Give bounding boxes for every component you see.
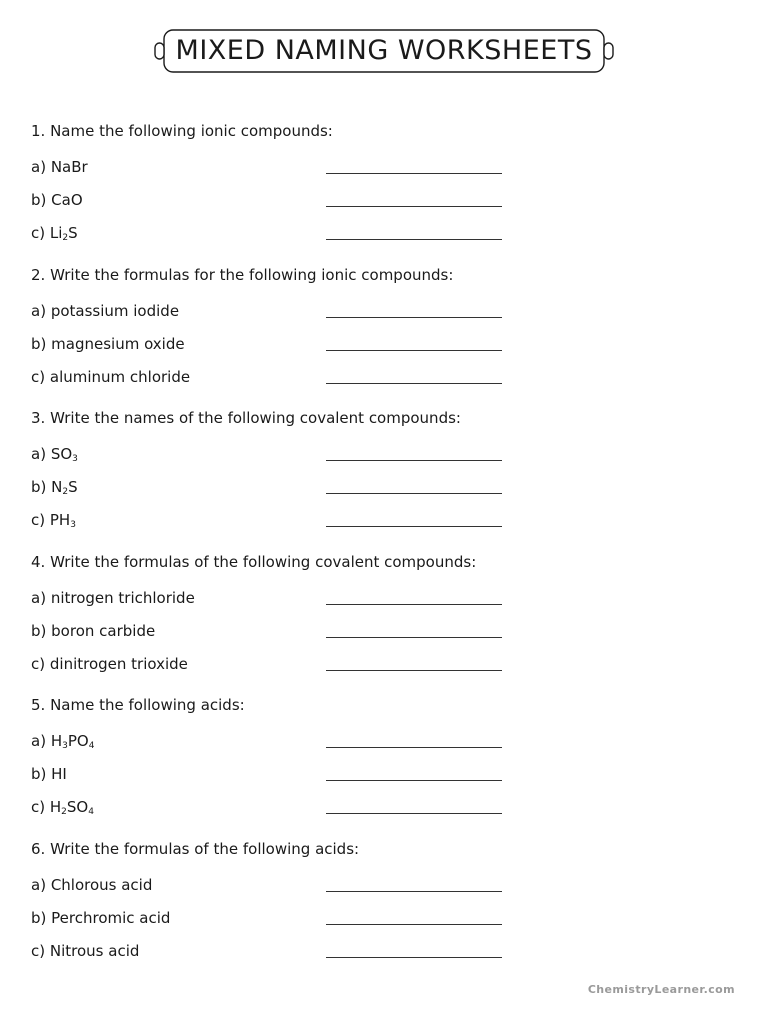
question-prompt: 5. Name the following acids: xyxy=(31,696,245,714)
item-label xyxy=(31,621,155,641)
answer-line[interactable] xyxy=(326,317,502,318)
item-text: SO xyxy=(50,445,73,463)
item-label xyxy=(31,444,78,464)
subscript: 4 xyxy=(88,741,95,751)
item-label xyxy=(31,477,78,497)
item-text: potassium iodide xyxy=(50,301,180,320)
item-letter: c) xyxy=(31,941,50,960)
answer-line[interactable] xyxy=(326,747,502,748)
item-label xyxy=(31,510,76,530)
answer-line[interactable] xyxy=(326,460,502,461)
item-text: Perchromic acid xyxy=(51,908,171,927)
answer-line[interactable] xyxy=(326,957,502,958)
answer-line[interactable] xyxy=(326,173,502,174)
question-item xyxy=(31,875,511,899)
answer-line[interactable] xyxy=(326,780,502,781)
answer-line[interactable] xyxy=(326,239,502,240)
question-item xyxy=(31,223,511,247)
item-letter: b) xyxy=(31,765,52,783)
subscript: 2 xyxy=(62,487,69,497)
item-letter: b) xyxy=(31,334,52,353)
item-letter: c) xyxy=(31,654,50,673)
item-text: H xyxy=(49,798,62,816)
item-letter: a) xyxy=(31,588,51,607)
item-label xyxy=(31,367,190,387)
item-label xyxy=(31,301,179,321)
question-prompt: 4. Write the formulas of the following covalent compounds: xyxy=(31,552,477,571)
item-label xyxy=(31,588,195,608)
item-letter: c) xyxy=(31,224,50,242)
question-item xyxy=(31,510,511,534)
item-text: aluminum chloride xyxy=(49,367,191,386)
item-letter: b) xyxy=(31,478,52,496)
question-prompt: 1. Name the following ionic compounds: xyxy=(31,122,333,140)
subscript: 4 xyxy=(88,807,94,817)
item-label xyxy=(31,157,88,177)
question-item xyxy=(31,621,511,645)
answer-line[interactable] xyxy=(326,604,502,605)
item-label xyxy=(31,764,67,784)
answer-line[interactable] xyxy=(326,493,502,494)
item-letter: b) xyxy=(31,908,52,927)
item-letter: a) xyxy=(31,301,51,320)
item-label xyxy=(31,908,170,928)
item-text: Chlorous acid xyxy=(50,875,153,894)
item-text: S xyxy=(68,224,78,242)
item-text: S xyxy=(68,478,78,496)
item-text: SO xyxy=(66,798,89,816)
item-text: magnesium oxide xyxy=(51,334,185,353)
item-label xyxy=(31,941,139,961)
item-label xyxy=(31,654,188,674)
item-label xyxy=(31,334,185,354)
item-letter: c) xyxy=(31,511,50,529)
item-text: H xyxy=(50,732,63,750)
subscript: 2 xyxy=(62,233,69,243)
item-label xyxy=(31,731,94,751)
item-label xyxy=(31,223,78,243)
question-item xyxy=(31,367,511,391)
question-item xyxy=(31,908,511,932)
item-letter: a) xyxy=(31,445,51,463)
question-item xyxy=(31,941,511,965)
answer-line[interactable] xyxy=(326,350,502,351)
item-text: PO xyxy=(67,732,89,750)
answer-line[interactable] xyxy=(326,813,502,814)
subscript: 3 xyxy=(70,520,76,530)
question-item xyxy=(31,334,511,358)
question-item xyxy=(31,157,511,181)
answer-line[interactable] xyxy=(326,637,502,638)
item-text: nitrogen trichloride xyxy=(50,588,195,607)
item-label xyxy=(31,875,152,895)
item-letter: b) xyxy=(31,621,52,640)
question-prompt: 3. Write the names of the following covalent compounds: xyxy=(31,409,461,427)
item-text: NaBr xyxy=(50,158,88,176)
item-text: CaO xyxy=(51,191,83,209)
item-text: Nitrous acid xyxy=(49,941,140,960)
item-letter: c) xyxy=(31,367,50,386)
question-item xyxy=(31,477,511,501)
item-letter: c) xyxy=(31,798,50,816)
item-text: N xyxy=(51,478,63,496)
item-label xyxy=(31,797,94,817)
item-text: dinitrogen trioxide xyxy=(49,654,188,673)
subscript: 2 xyxy=(61,807,67,817)
answer-line[interactable] xyxy=(326,670,502,671)
question-prompt: 2. Write the formulas for the following ionic compounds: xyxy=(31,265,454,284)
item-letter: b) xyxy=(31,191,52,209)
question-item xyxy=(31,764,511,788)
question-item xyxy=(31,797,511,821)
answer-line[interactable] xyxy=(326,924,502,925)
footer-credit: ChemistryLearner.com xyxy=(587,983,735,996)
subscript: 3 xyxy=(72,454,78,464)
question-item xyxy=(31,190,511,214)
item-label xyxy=(31,190,83,210)
answer-line[interactable] xyxy=(326,526,502,527)
item-text: Li xyxy=(49,224,63,242)
question-item xyxy=(31,731,511,755)
page-title: MIXED NAMING WORKSHEETS xyxy=(175,35,593,66)
question-item xyxy=(31,444,511,468)
question-item xyxy=(31,301,511,325)
question-prompt: 6. Write the formulas of the following acids: xyxy=(31,839,360,858)
item-letter: a) xyxy=(31,158,51,176)
item-text: PH xyxy=(49,511,71,529)
item-text: HI xyxy=(51,765,67,783)
answer-line[interactable] xyxy=(326,206,502,207)
title-banner xyxy=(152,26,616,76)
answer-line[interactable] xyxy=(326,383,502,384)
subscript: 3 xyxy=(62,741,68,751)
item-letter: a) xyxy=(31,732,51,750)
question-item xyxy=(31,588,511,612)
item-letter: a) xyxy=(31,875,51,894)
answer-line[interactable] xyxy=(326,891,502,892)
item-text: boron carbide xyxy=(51,621,156,640)
question-item xyxy=(31,654,511,678)
